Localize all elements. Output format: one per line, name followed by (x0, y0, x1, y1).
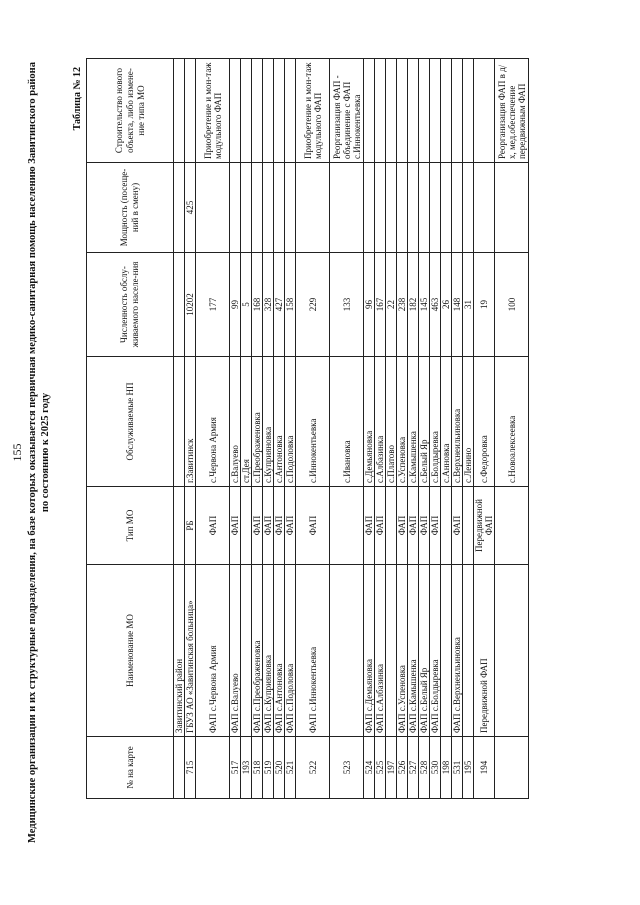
name-cell: ФАП с.Червона Армия (196, 565, 230, 737)
name-cell: ФАП с.Верхнеильиновка (452, 565, 463, 737)
type-cell: ФАП (364, 487, 375, 565)
name-cell: ФАП с.Демьяновка (364, 565, 375, 737)
served-cell: с.Болдыревка (430, 357, 441, 487)
type-cell: ФАП (419, 487, 430, 565)
type-cell: ФАП (230, 487, 241, 565)
construction-cell (285, 59, 296, 163)
construction-cell (252, 59, 263, 163)
table-row (285, 59, 296, 799)
type-cell (495, 487, 529, 565)
table-row (296, 59, 330, 799)
population-cell: 177 (196, 253, 230, 357)
population-cell: 133 (330, 253, 364, 357)
table-row (386, 59, 397, 799)
title-line-1: Медицинские организации и их структурные подразделения, на базе которых оказывается первичная медико-санитарная помощь населению Завитинского района (27, 62, 38, 843)
type-cell: ФАП (408, 487, 419, 565)
capacity-cell (230, 163, 241, 253)
capacity-cell: 425 (185, 163, 196, 253)
served-cell: с.Иннокентьевка (296, 357, 330, 487)
name-cell: ФАП с.Болдыревка (430, 565, 441, 737)
name-cell (241, 565, 252, 737)
population-cell: 145 (419, 253, 430, 357)
header-population: Численность обслу-живаемого населе-ния (87, 253, 174, 357)
served-cell: с.Ленино (463, 357, 474, 487)
num-cell: 195 (463, 737, 474, 799)
num-cell: 528 (419, 737, 430, 799)
page-number: 155 (10, 443, 24, 462)
population-cell: 148 (452, 253, 463, 357)
name-cell (330, 565, 364, 737)
name-cell (495, 565, 529, 737)
served-cell: с.Платово (386, 357, 397, 487)
population-cell: 182 (408, 253, 419, 357)
capacity-cell (196, 163, 230, 253)
table-row (463, 59, 474, 799)
table-row (364, 59, 375, 799)
population-cell: 167 (375, 253, 386, 357)
num-cell: 521 (285, 737, 296, 799)
capacity-cell (263, 163, 274, 253)
name-cell: ФАП с.Преображеновка (252, 565, 263, 737)
population-cell: 26 (441, 253, 452, 357)
type-cell (463, 487, 474, 565)
construction-cell (185, 59, 196, 163)
served-cell: с.Валуево (230, 357, 241, 487)
served-cell: с.Куприяновка (263, 357, 274, 487)
header-type: Тип МО (87, 487, 174, 565)
served-cell: с.Успеновка (397, 357, 408, 487)
type-cell: ФАП (375, 487, 386, 565)
served-cell: с.Новоалексеевка (495, 357, 529, 487)
type-cell: ФАП (274, 487, 285, 565)
capacity-cell (375, 163, 386, 253)
table-body (174, 59, 529, 799)
name-cell: ФАП с.Камышенка (408, 565, 419, 737)
table-row (430, 59, 441, 799)
served-cell: с.Белый Яр (419, 357, 430, 487)
construction-cell: Приобретение и мон-таж модульного ФАП (196, 59, 230, 163)
capacity-cell (174, 163, 185, 253)
num-cell: 526 (397, 737, 408, 799)
served-cell: с.Верхнеильиновка (452, 357, 463, 487)
construction-cell (452, 59, 463, 163)
served-cell: г.Завитинск (185, 357, 196, 487)
capacity-cell (474, 163, 495, 253)
construction-cell (241, 59, 252, 163)
facilities-table (86, 58, 529, 799)
name-cell: ФАП с.Успеновка (397, 565, 408, 737)
capacity-cell (408, 163, 419, 253)
served-cell: с.Камышенка (408, 357, 419, 487)
served-cell: с.Преображеновка (252, 357, 263, 487)
population-cell: 238 (397, 253, 408, 357)
type-cell (241, 487, 252, 565)
num-cell: 194 (474, 737, 495, 799)
population-cell: 96 (364, 253, 375, 357)
num-cell: 520 (274, 737, 285, 799)
capacity-cell (296, 163, 330, 253)
population-cell: 10202 (185, 253, 196, 357)
name-cell: ФАП с.Албазинка (375, 565, 386, 737)
num-cell: 518 (252, 737, 263, 799)
population-cell: 168 (252, 253, 263, 357)
type-cell (386, 487, 397, 565)
capacity-cell (241, 163, 252, 253)
name-cell: ФАП с.Антоновка (274, 565, 285, 737)
title-line-2: по состоянию к 2025 году (40, 392, 51, 513)
capacity-cell (419, 163, 430, 253)
capacity-cell (330, 163, 364, 253)
construction-cell (430, 59, 441, 163)
served-cell (174, 357, 185, 487)
population-cell: 328 (263, 253, 274, 357)
num-cell: 527 (408, 737, 419, 799)
name-cell (441, 565, 452, 737)
population-cell: 31 (463, 253, 474, 357)
served-cell: ст.Дея (241, 357, 252, 487)
name-cell: ФАП с.Валуево (230, 565, 241, 737)
header-served: Обслуживаемые НП (87, 357, 174, 487)
num-cell: 193 (241, 737, 252, 799)
name-cell: Завитинский район (174, 565, 185, 737)
capacity-cell (441, 163, 452, 253)
type-cell: Передвижной ФАП (474, 487, 495, 565)
population-cell: 100 (495, 253, 529, 357)
capacity-cell (430, 163, 441, 253)
num-cell: 197 (386, 737, 397, 799)
construction-cell: Приобретение и мон-таж модульного ФАП (296, 59, 330, 163)
num-cell: 531 (452, 737, 463, 799)
population-cell (174, 253, 185, 357)
table-row (252, 59, 263, 799)
num-cell: 198 (441, 737, 452, 799)
capacity-cell (495, 163, 529, 253)
table-row (241, 59, 252, 799)
type-cell: ФАП (196, 487, 230, 565)
population-cell: 427 (274, 253, 285, 357)
document-title (26, 30, 52, 875)
type-cell (330, 487, 364, 565)
capacity-cell (364, 163, 375, 253)
table-row (495, 59, 529, 799)
served-cell: с.Албазинка (375, 357, 386, 487)
served-cell: с.Подоловка (285, 357, 296, 487)
table-row (330, 59, 364, 799)
num-cell: 519 (263, 737, 274, 799)
served-cell: с.Федоровка (474, 357, 495, 487)
population-cell: 158 (285, 253, 296, 357)
construction-cell (364, 59, 375, 163)
table-row (230, 59, 241, 799)
construction-cell (375, 59, 386, 163)
construction-cell (474, 59, 495, 163)
table-row (419, 59, 430, 799)
name-cell: ГБУЗ АО «Завитинская больница» (185, 565, 196, 737)
num-cell (196, 737, 230, 799)
table-row (375, 59, 386, 799)
table-row (452, 59, 463, 799)
construction-cell (274, 59, 285, 163)
name-cell (386, 565, 397, 737)
served-cell: с.Демьяновка (364, 357, 375, 487)
construction-cell (397, 59, 408, 163)
type-cell: РБ (185, 487, 196, 565)
type-cell (174, 487, 185, 565)
num-cell (174, 737, 185, 799)
served-cell: с.Антоновка (274, 357, 285, 487)
population-cell: 19 (474, 253, 495, 357)
type-cell: ФАП (252, 487, 263, 565)
construction-cell: Реорганизация ФАП в д/х, мед.обеспечение передвижным ФАП (495, 59, 529, 163)
served-cell: с.Червона Армия (196, 357, 230, 487)
construction-cell (263, 59, 274, 163)
header-num: № на карте (87, 737, 174, 799)
type-cell: ФАП (263, 487, 274, 565)
num-cell: 523 (330, 737, 364, 799)
header-name: Наименование МО (87, 565, 174, 737)
header-construction: Строительство нового объекта, либо измене-ние типа МО (87, 59, 174, 163)
construction-cell (408, 59, 419, 163)
population-cell: 229 (296, 253, 330, 357)
capacity-cell (386, 163, 397, 253)
num-cell: 530 (430, 737, 441, 799)
population-cell: 99 (230, 253, 241, 357)
header-capacity: Мощность (посеще-ний в смену) (87, 163, 174, 253)
name-cell: ФАП с.Иннокентьевка (296, 565, 330, 737)
capacity-cell (452, 163, 463, 253)
num-cell: 517 (230, 737, 241, 799)
table-row (474, 59, 495, 799)
num-cell: 525 (375, 737, 386, 799)
served-cell: с.Ивановка (330, 357, 364, 487)
type-cell (441, 487, 452, 565)
capacity-cell (397, 163, 408, 253)
type-cell: ФАП (296, 487, 330, 565)
table-label: Таблица № 12 (72, 67, 83, 131)
construction-cell (386, 59, 397, 163)
construction-cell (419, 59, 430, 163)
construction-cell (174, 59, 185, 163)
population-cell: 22 (386, 253, 397, 357)
name-cell: ФАП с.Белый Яр (419, 565, 430, 737)
num-cell (495, 737, 529, 799)
type-cell: ФАП (452, 487, 463, 565)
table-row (397, 59, 408, 799)
population-cell: 5 (241, 253, 252, 357)
num-cell: 524 (364, 737, 375, 799)
table-row (185, 59, 196, 799)
construction-cell (463, 59, 474, 163)
num-cell: 715 (185, 737, 196, 799)
name-cell: ФАП с.Куприяновка (263, 565, 274, 737)
construction-cell: Реорганизация ФАП - объединение с ФАП с.Иннокентьевка (330, 59, 364, 163)
table-row (408, 59, 419, 799)
type-cell: ФАП (430, 487, 441, 565)
table-row (196, 59, 230, 799)
table-row (174, 59, 185, 799)
capacity-cell (252, 163, 263, 253)
name-cell: ФАП с.Подоловка (285, 565, 296, 737)
capacity-cell (463, 163, 474, 253)
name-cell (463, 565, 474, 737)
population-cell: 463 (430, 253, 441, 357)
type-cell: ФАП (285, 487, 296, 565)
construction-cell (441, 59, 452, 163)
table-row (441, 59, 452, 799)
capacity-cell (274, 163, 285, 253)
served-cell: с.Анновка (441, 357, 452, 487)
capacity-cell (285, 163, 296, 253)
type-cell: ФАП (397, 487, 408, 565)
num-cell: 522 (296, 737, 330, 799)
name-cell: Передвижной ФАП (474, 565, 495, 737)
table-row (274, 59, 285, 799)
table-header-row (87, 59, 174, 799)
construction-cell (230, 59, 241, 163)
table-row (263, 59, 274, 799)
